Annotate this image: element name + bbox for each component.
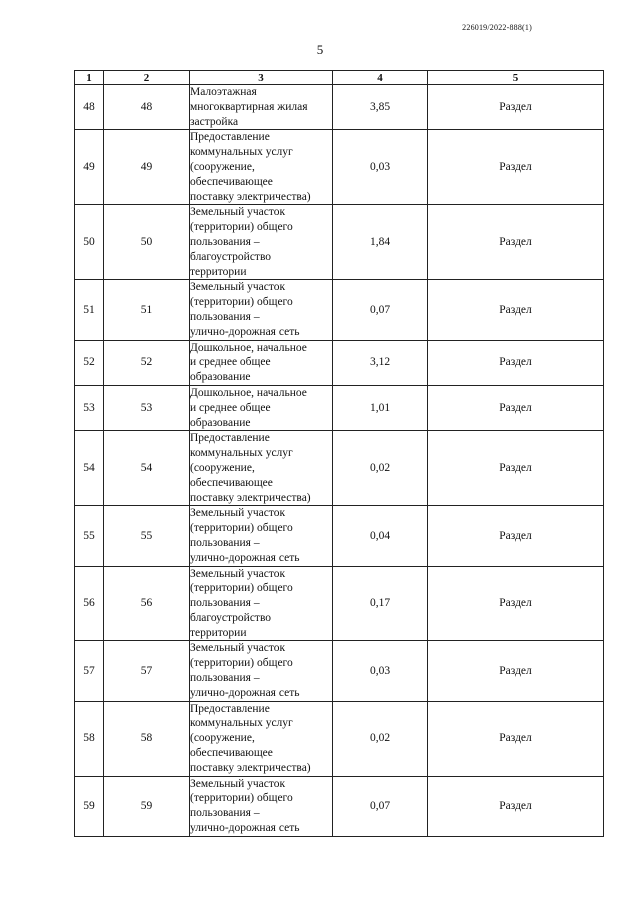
land-use-line: обеспечивающее: [190, 476, 273, 489]
plot-number-cell: 58: [104, 701, 190, 776]
row-number-cell: 53: [75, 385, 104, 430]
table-row: [75, 431, 604, 506]
land-use-line: (территории) общего: [190, 582, 293, 595]
row-number-cell: 58: [75, 701, 104, 776]
land-use-line: и среднее общее: [190, 401, 271, 414]
land-use-line: и среднее общее: [190, 356, 271, 369]
formation-type-cell: Раздел: [428, 340, 604, 385]
area-cell: 3,12: [333, 340, 428, 385]
land-use-cell: [190, 431, 333, 506]
land-use-line: благоустройство: [190, 250, 272, 263]
land-use-line: Земельный участок: [190, 281, 286, 294]
land-use-line: улично-дорожная сеть: [190, 325, 300, 338]
plot-number-cell: 54: [104, 431, 190, 506]
land-use-cell: [190, 506, 333, 566]
land-use-line: пользования –: [190, 597, 260, 610]
plot-number-cell: 56: [104, 566, 190, 641]
column-header-4: 4: [333, 71, 428, 85]
formation-type-cell: Раздел: [428, 701, 604, 776]
land-use-line: Дошкольное, начальное: [190, 386, 307, 399]
land-use-line: коммунальных услуг: [190, 447, 293, 460]
land-use-cell: [190, 385, 333, 430]
table-row: [75, 385, 604, 430]
land-use-line: улично-дорожная сеть: [190, 822, 300, 835]
table-row: [75, 701, 604, 776]
area-cell: 0,03: [333, 130, 428, 205]
land-use-line: коммунальных услуг: [190, 717, 293, 730]
table-row: [75, 85, 604, 130]
formation-type-cell: Раздел: [428, 205, 604, 280]
plot-number-cell: 49: [104, 130, 190, 205]
land-use-line: Предоставление: [190, 432, 270, 445]
land-use-cell: [190, 776, 333, 836]
row-number-cell: 55: [75, 506, 104, 566]
formation-type-cell: Раздел: [428, 566, 604, 641]
table-row: [75, 130, 604, 205]
formation-type-cell: Раздел: [428, 641, 604, 701]
land-use-cell: [190, 340, 333, 385]
land-use-line: Предоставление: [190, 131, 270, 144]
area-cell: 0,07: [333, 280, 428, 340]
land-use-line: коммунальных услуг: [190, 146, 293, 159]
plot-number-cell: 50: [104, 205, 190, 280]
plot-number-cell: 57: [104, 641, 190, 701]
land-plots-table: [74, 70, 604, 837]
column-header-3: 3: [190, 71, 333, 85]
land-use-cell: [190, 701, 333, 776]
area-cell: 0,02: [333, 431, 428, 506]
land-use-line: поставку электричества): [190, 491, 311, 504]
area-cell: 1,84: [333, 205, 428, 280]
plot-number-cell: 52: [104, 340, 190, 385]
table-row: [75, 280, 604, 340]
land-use-line: пользования –: [190, 310, 260, 323]
table-row: [75, 566, 604, 641]
formation-type-cell: Раздел: [428, 280, 604, 340]
land-use-line: (сооружение,: [190, 461, 255, 474]
land-use-line: Дошкольное, начальное: [190, 341, 307, 354]
land-use-line: территории: [190, 626, 247, 639]
plot-number-cell: 51: [104, 280, 190, 340]
land-use-line: (территории) общего: [190, 657, 293, 670]
land-use-cell: [190, 205, 333, 280]
area-cell: 0,04: [333, 506, 428, 566]
table-row: [75, 506, 604, 566]
land-use-line: Предоставление: [190, 702, 270, 715]
land-use-line: (территории) общего: [190, 221, 293, 234]
area-cell: 0,03: [333, 641, 428, 701]
area-cell: 1,01: [333, 385, 428, 430]
row-number-cell: 52: [75, 340, 104, 385]
column-header-2: 2: [104, 71, 190, 85]
page-number: 5: [316, 42, 324, 57]
column-header-5: 5: [428, 71, 604, 85]
formation-type-cell: Раздел: [428, 85, 604, 130]
land-use-line: многоквартирная жилая: [190, 100, 308, 113]
document-number: 226019/2022-888(1): [462, 23, 532, 32]
land-use-line: Малоэтажная: [190, 86, 257, 98]
land-use-cell: [190, 85, 333, 130]
land-use-line: (сооружение,: [190, 160, 255, 173]
row-number-cell: 51: [75, 280, 104, 340]
land-use-line: Земельный участок: [190, 777, 286, 790]
table-body: [75, 85, 604, 837]
row-number-cell: 50: [75, 205, 104, 280]
land-use-line: улично-дорожная сеть: [190, 686, 300, 699]
land-use-line: пользования –: [190, 235, 260, 248]
land-use-line: (территории) общего: [190, 792, 293, 805]
land-use-line: территории: [190, 265, 247, 278]
plot-number-cell: 59: [104, 776, 190, 836]
area-cell: 0,07: [333, 776, 428, 836]
plot-number-cell: 53: [104, 385, 190, 430]
table-row: [75, 340, 604, 385]
land-use-line: образование: [190, 416, 251, 429]
land-use-line: пользования –: [190, 536, 260, 549]
row-number-cell: 56: [75, 566, 104, 641]
row-number-cell: 49: [75, 130, 104, 205]
land-use-line: обеспечивающее: [190, 175, 273, 188]
plot-number-cell: 55: [104, 506, 190, 566]
formation-type-cell: Раздел: [428, 130, 604, 205]
land-use-line: поставку электричества): [190, 761, 311, 774]
row-number-cell: 48: [75, 85, 104, 130]
land-use-line: (сооружение,: [190, 732, 255, 745]
formation-type-cell: Раздел: [428, 431, 604, 506]
land-use-line: благоустройство: [190, 611, 272, 624]
land-use-line: Земельный участок: [190, 507, 286, 520]
formation-type-cell: Раздел: [428, 506, 604, 566]
table-row: [75, 776, 604, 836]
formation-type-cell: Раздел: [428, 385, 604, 430]
land-use-line: (территории) общего: [190, 296, 293, 309]
land-use-cell: [190, 641, 333, 701]
plot-number-cell: 48: [104, 85, 190, 130]
land-use-line: поставку электричества): [190, 190, 311, 203]
formation-type-cell: Раздел: [428, 776, 604, 836]
land-use-line: Земельный участок: [190, 642, 286, 655]
table-header-row: [75, 71, 604, 85]
row-number-cell: 57: [75, 641, 104, 701]
land-use-line: Земельный участок: [190, 206, 286, 219]
land-use-line: улично-дорожная сеть: [190, 551, 300, 564]
land-use-line: застройка: [190, 115, 239, 128]
table-row: [75, 205, 604, 280]
column-header-1: 1: [75, 71, 104, 85]
land-use-line: пользования –: [190, 672, 260, 685]
land-use-line: обеспечивающее: [190, 747, 273, 760]
row-number-cell: 54: [75, 431, 104, 506]
area-cell: 0,17: [333, 566, 428, 641]
area-cell: 3,85: [333, 85, 428, 130]
land-use-cell: [190, 130, 333, 205]
land-use-cell: [190, 566, 333, 641]
land-use-cell: [190, 280, 333, 340]
land-use-line: образование: [190, 371, 251, 384]
land-use-line: пользования –: [190, 807, 260, 820]
table-row: [75, 641, 604, 701]
row-number-cell: 59: [75, 776, 104, 836]
land-use-line: (территории) общего: [190, 522, 293, 535]
land-use-line: Земельный участок: [190, 567, 286, 580]
area-cell: 0,02: [333, 701, 428, 776]
